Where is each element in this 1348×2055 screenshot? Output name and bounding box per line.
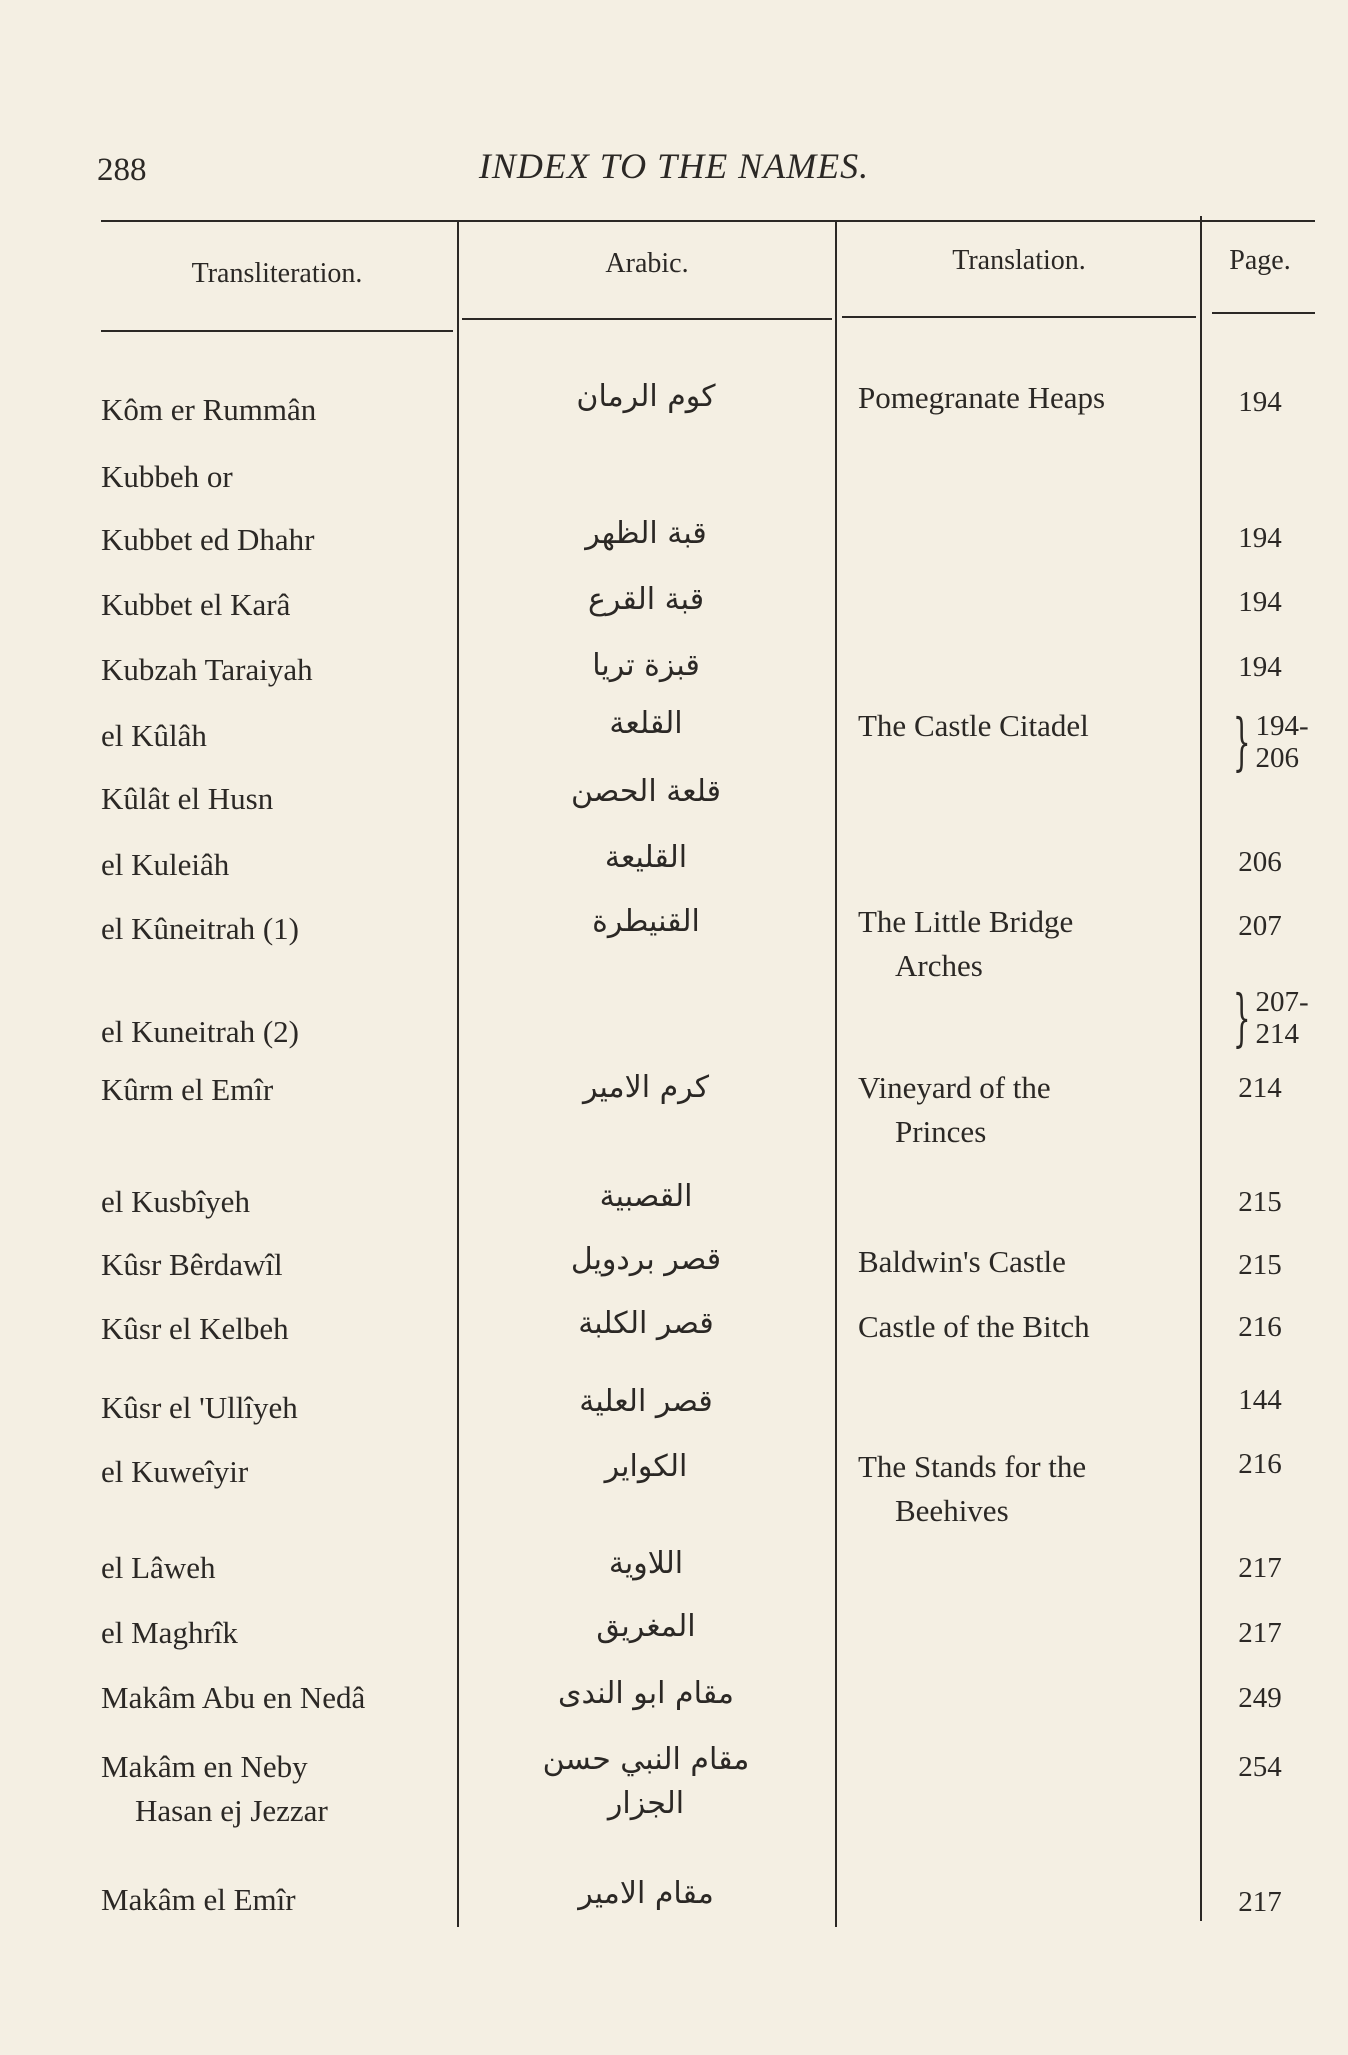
translation-cell: The Castle Citadel [858, 708, 1089, 743]
arabic-cell: قبة القرع [587, 582, 705, 617]
transliteration-cell: Kôm er Rummân [101, 392, 317, 427]
arabic-continuation: الجزار [607, 1786, 685, 1821]
transliteration-cell: el Kusbîyeh [101, 1184, 250, 1219]
brace-glyph: } [1232, 981, 1251, 1054]
transliteration-cell: el Maghrîk [101, 1615, 238, 1650]
transliteration-continuation: Hasan ej Jezzar [135, 1793, 328, 1828]
page-cell: 194 [1238, 651, 1282, 683]
header-rule-page [1212, 312, 1315, 314]
arabic-line: مقام النبي حسن [542, 1742, 750, 1777]
page-cell: 215 [1238, 1186, 1282, 1218]
arabic-cell: القليعة [604, 840, 688, 875]
arabic-cell: الكواير [604, 1449, 688, 1484]
arabic-cell: المغريق [596, 1609, 696, 1644]
transliteration-cell: Kubbet el Karâ [101, 587, 291, 622]
transliteration-cell: Kûsr Bêrdawîl [101, 1247, 283, 1282]
column-header-transliteration: Transliteration. [191, 258, 363, 289]
translation-cell [858, 900, 1180, 988]
arabic-cell: القلعة [609, 706, 683, 741]
arabic-cell: القصبية [599, 1179, 693, 1214]
transliteration-cell: el Kûneitrah (1) [101, 911, 299, 946]
page-cell: 217 [1238, 1617, 1282, 1649]
transliteration-cell: Kûrm el Emîr [101, 1072, 274, 1107]
transliteration-cell: el Kuneitrah (2) [101, 1014, 299, 1049]
arabic-cell: مقام ابو الندى [558, 1676, 734, 1711]
page-range-start: 207- [1255, 986, 1309, 1018]
transliteration-cell: Makâm el Emîr [101, 1882, 296, 1917]
arabic-cell: قبة الظهر [585, 516, 707, 551]
transliteration-cell: Kûsr el Kelbeh [101, 1311, 289, 1346]
page-cell: 194 [1238, 522, 1282, 554]
page-range-end: 214 [1255, 1018, 1299, 1050]
page-cell: 207 [1238, 910, 1282, 942]
page-range-brace [1222, 981, 1309, 1054]
translation-cell [858, 1445, 1180, 1533]
translation-continuation: Arches [895, 948, 983, 983]
transliteration-cell: el Kuweîyir [101, 1454, 249, 1489]
table-top-rule [101, 220, 1315, 222]
arabic-cell: مقام الامير [578, 1876, 714, 1911]
page-cell: 214 [1238, 1072, 1282, 1104]
translation-cell: Castle of the Bitch [858, 1309, 1090, 1344]
transliteration-cell: Kûsr el 'Ullîyeh [101, 1390, 298, 1425]
header-rule-transliteration [101, 330, 453, 332]
transliteration-cell: Makâm Abu en Nedâ [101, 1680, 366, 1715]
page-number: 288 [97, 152, 147, 188]
transliteration-line: Makâm en Neby [101, 1749, 308, 1784]
transliteration-cell: el Kuleiâh [101, 847, 230, 882]
translation-line: The Stands for the [858, 1449, 1087, 1484]
page-cell: 217 [1238, 1552, 1282, 1584]
translation-cell: Pomegranate Heaps [858, 380, 1106, 415]
translation-cell: Baldwin's Castle [858, 1244, 1066, 1279]
header-rule-translation [842, 316, 1196, 318]
page-cell: 217 [1238, 1886, 1282, 1918]
header-rule-arabic [462, 318, 832, 320]
transliteration-cell: Kubbeh or [101, 459, 233, 494]
brace-glyph: } [1232, 705, 1251, 778]
page-cell: 216 [1238, 1448, 1282, 1480]
column-divider-1 [457, 222, 459, 1927]
arabic-cell: كرم الامير [582, 1070, 710, 1105]
translation-line: The Little Bridge [858, 904, 1074, 939]
arabic-cell: قصر العلية [579, 1384, 713, 1419]
column-header-page: Page. [1229, 245, 1291, 276]
page-cell: 249 [1238, 1682, 1282, 1714]
page-range-start: 194- [1255, 710, 1309, 742]
page-cell: 194 [1238, 586, 1282, 618]
page-cell: 216 [1238, 1311, 1282, 1343]
column-header-translation: Translation. [952, 245, 1086, 276]
arabic-cell: القنيطرة [592, 904, 700, 939]
transliteration-cell: Kubzah Taraiyah [101, 652, 313, 687]
arabic-cell: كوم الرمان [576, 379, 716, 414]
page-cell: 254 [1238, 1751, 1282, 1783]
arabic-cell: قلعة الحصن [570, 774, 722, 809]
transliteration-cell: el Kûlâh [101, 718, 207, 753]
column-divider-3 [1200, 216, 1202, 1921]
arabic-cell: قصر بردويل [570, 1242, 722, 1277]
translation-line: Vineyard of the [858, 1070, 1051, 1105]
arabic-cell: قبزة تريا [592, 648, 700, 683]
page-cell: 206 [1238, 846, 1282, 878]
arabic-cell: اللاوية [608, 1546, 684, 1581]
transliteration-cell: Kûlât el Husn [101, 781, 274, 816]
transliteration-cell: Kubbet ed Dhahr [101, 522, 315, 557]
transliteration-cell: el Lâweh [101, 1550, 216, 1585]
page-range-end: 206 [1255, 742, 1299, 774]
page-cell: 144 [1238, 1384, 1282, 1416]
arabic-cell [462, 1738, 830, 1826]
running-title: INDEX TO THE NAMES. [478, 146, 870, 186]
translation-continuation: Beehives [895, 1493, 1009, 1528]
page-range-brace [1222, 705, 1309, 778]
transliteration-cell [101, 1745, 441, 1833]
page-cell: 215 [1238, 1249, 1282, 1281]
translation-cell [858, 1066, 1180, 1154]
arabic-cell: قصر الكلبة [578, 1306, 714, 1341]
translation-continuation: Princes [895, 1114, 987, 1149]
column-header-arabic: Arabic. [605, 248, 689, 279]
column-divider-2 [835, 222, 837, 1927]
page-cell: 194 [1238, 386, 1282, 418]
